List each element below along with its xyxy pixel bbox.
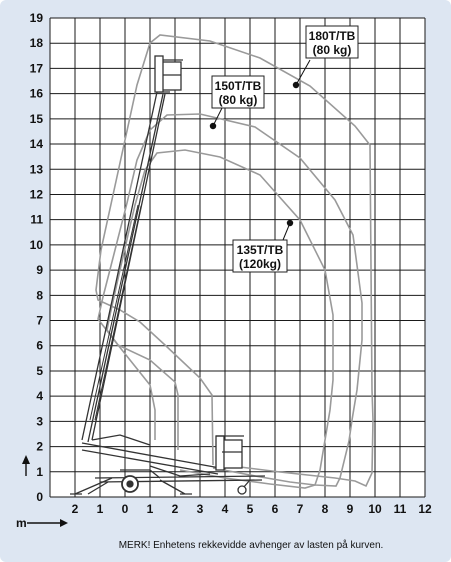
y-tick-label: 3 [36,414,43,429]
x-tick-label: 7 [296,502,304,516]
x-tick-label: 2 [171,502,179,516]
y-tick-label: 0 [36,490,43,504]
x-tick-label: 0 [121,502,129,516]
callout-180-line2: (80 kg) [312,43,352,57]
x-tick-label: 5 [246,502,254,516]
x-tick-label: 12 [418,502,432,516]
y-tick-label: 12 [29,187,43,202]
y-tick-label: 6 [36,338,43,353]
y-tick-label: 16 [29,86,43,101]
x-tick-label: 8 [321,502,329,516]
footnote: MERK! Enhetens rekkevidde avhenger av lasten på kurven. [118,540,384,551]
y-tick-label: 1 [36,464,43,479]
y-tick-label: 17 [29,61,43,76]
unit-label: m [16,516,27,530]
x-tick-label: 3 [196,502,204,516]
x-tick-label: 4 [221,502,229,516]
y-tick-label: 11 [30,212,43,227]
y-tick-label: 18 [29,36,43,51]
x-tick-label: 1 [146,502,154,516]
x-tick-label: 1 [96,502,104,516]
marker-dot [293,82,299,88]
jockey-wheel [238,486,246,494]
x-axis-ticks [72,502,432,516]
callout-180-line1: 180T/TB [308,29,356,43]
y-tick-label: 4 [36,389,43,404]
x-tick-label: 6 [271,502,279,516]
callout-180 [306,26,358,58]
x-tick-label: 11 [393,502,407,516]
y-tick-label: 9 [36,263,43,278]
basket-top [161,62,181,90]
marker-dot [210,123,216,129]
x-tick-label: 9 [346,502,354,516]
x-tick-label: 10 [368,502,382,516]
callout-135-line1: 135T/TB [236,243,284,257]
callout-135-line2: (120kg) [238,257,282,271]
callout-150-line1: 150T/TB [214,79,262,93]
y-axis-arrow [22,455,30,476]
x-axis-arrow [27,519,68,527]
y-tick-label: 13 [29,162,43,177]
callout-150-line2: (80 kg) [218,93,258,107]
y-tick-label: 7 [36,313,43,328]
y-tick-label: 5 [36,363,43,378]
y-tick-label: 2 [36,439,43,454]
x-tick-label: 2 [71,502,79,516]
y-axis-ticks [30,11,44,504]
y-tick-label: 8 [36,288,43,303]
y-tick-label: 15 [29,111,43,126]
y-tick-label: 19 [29,11,43,25]
marker-dot [287,220,293,226]
callout-150 [212,76,264,108]
callout-135 [233,240,287,272]
y-tick-label: 14 [29,137,43,152]
basket-parked [222,440,242,468]
y-tick-label: 10 [29,237,43,252]
